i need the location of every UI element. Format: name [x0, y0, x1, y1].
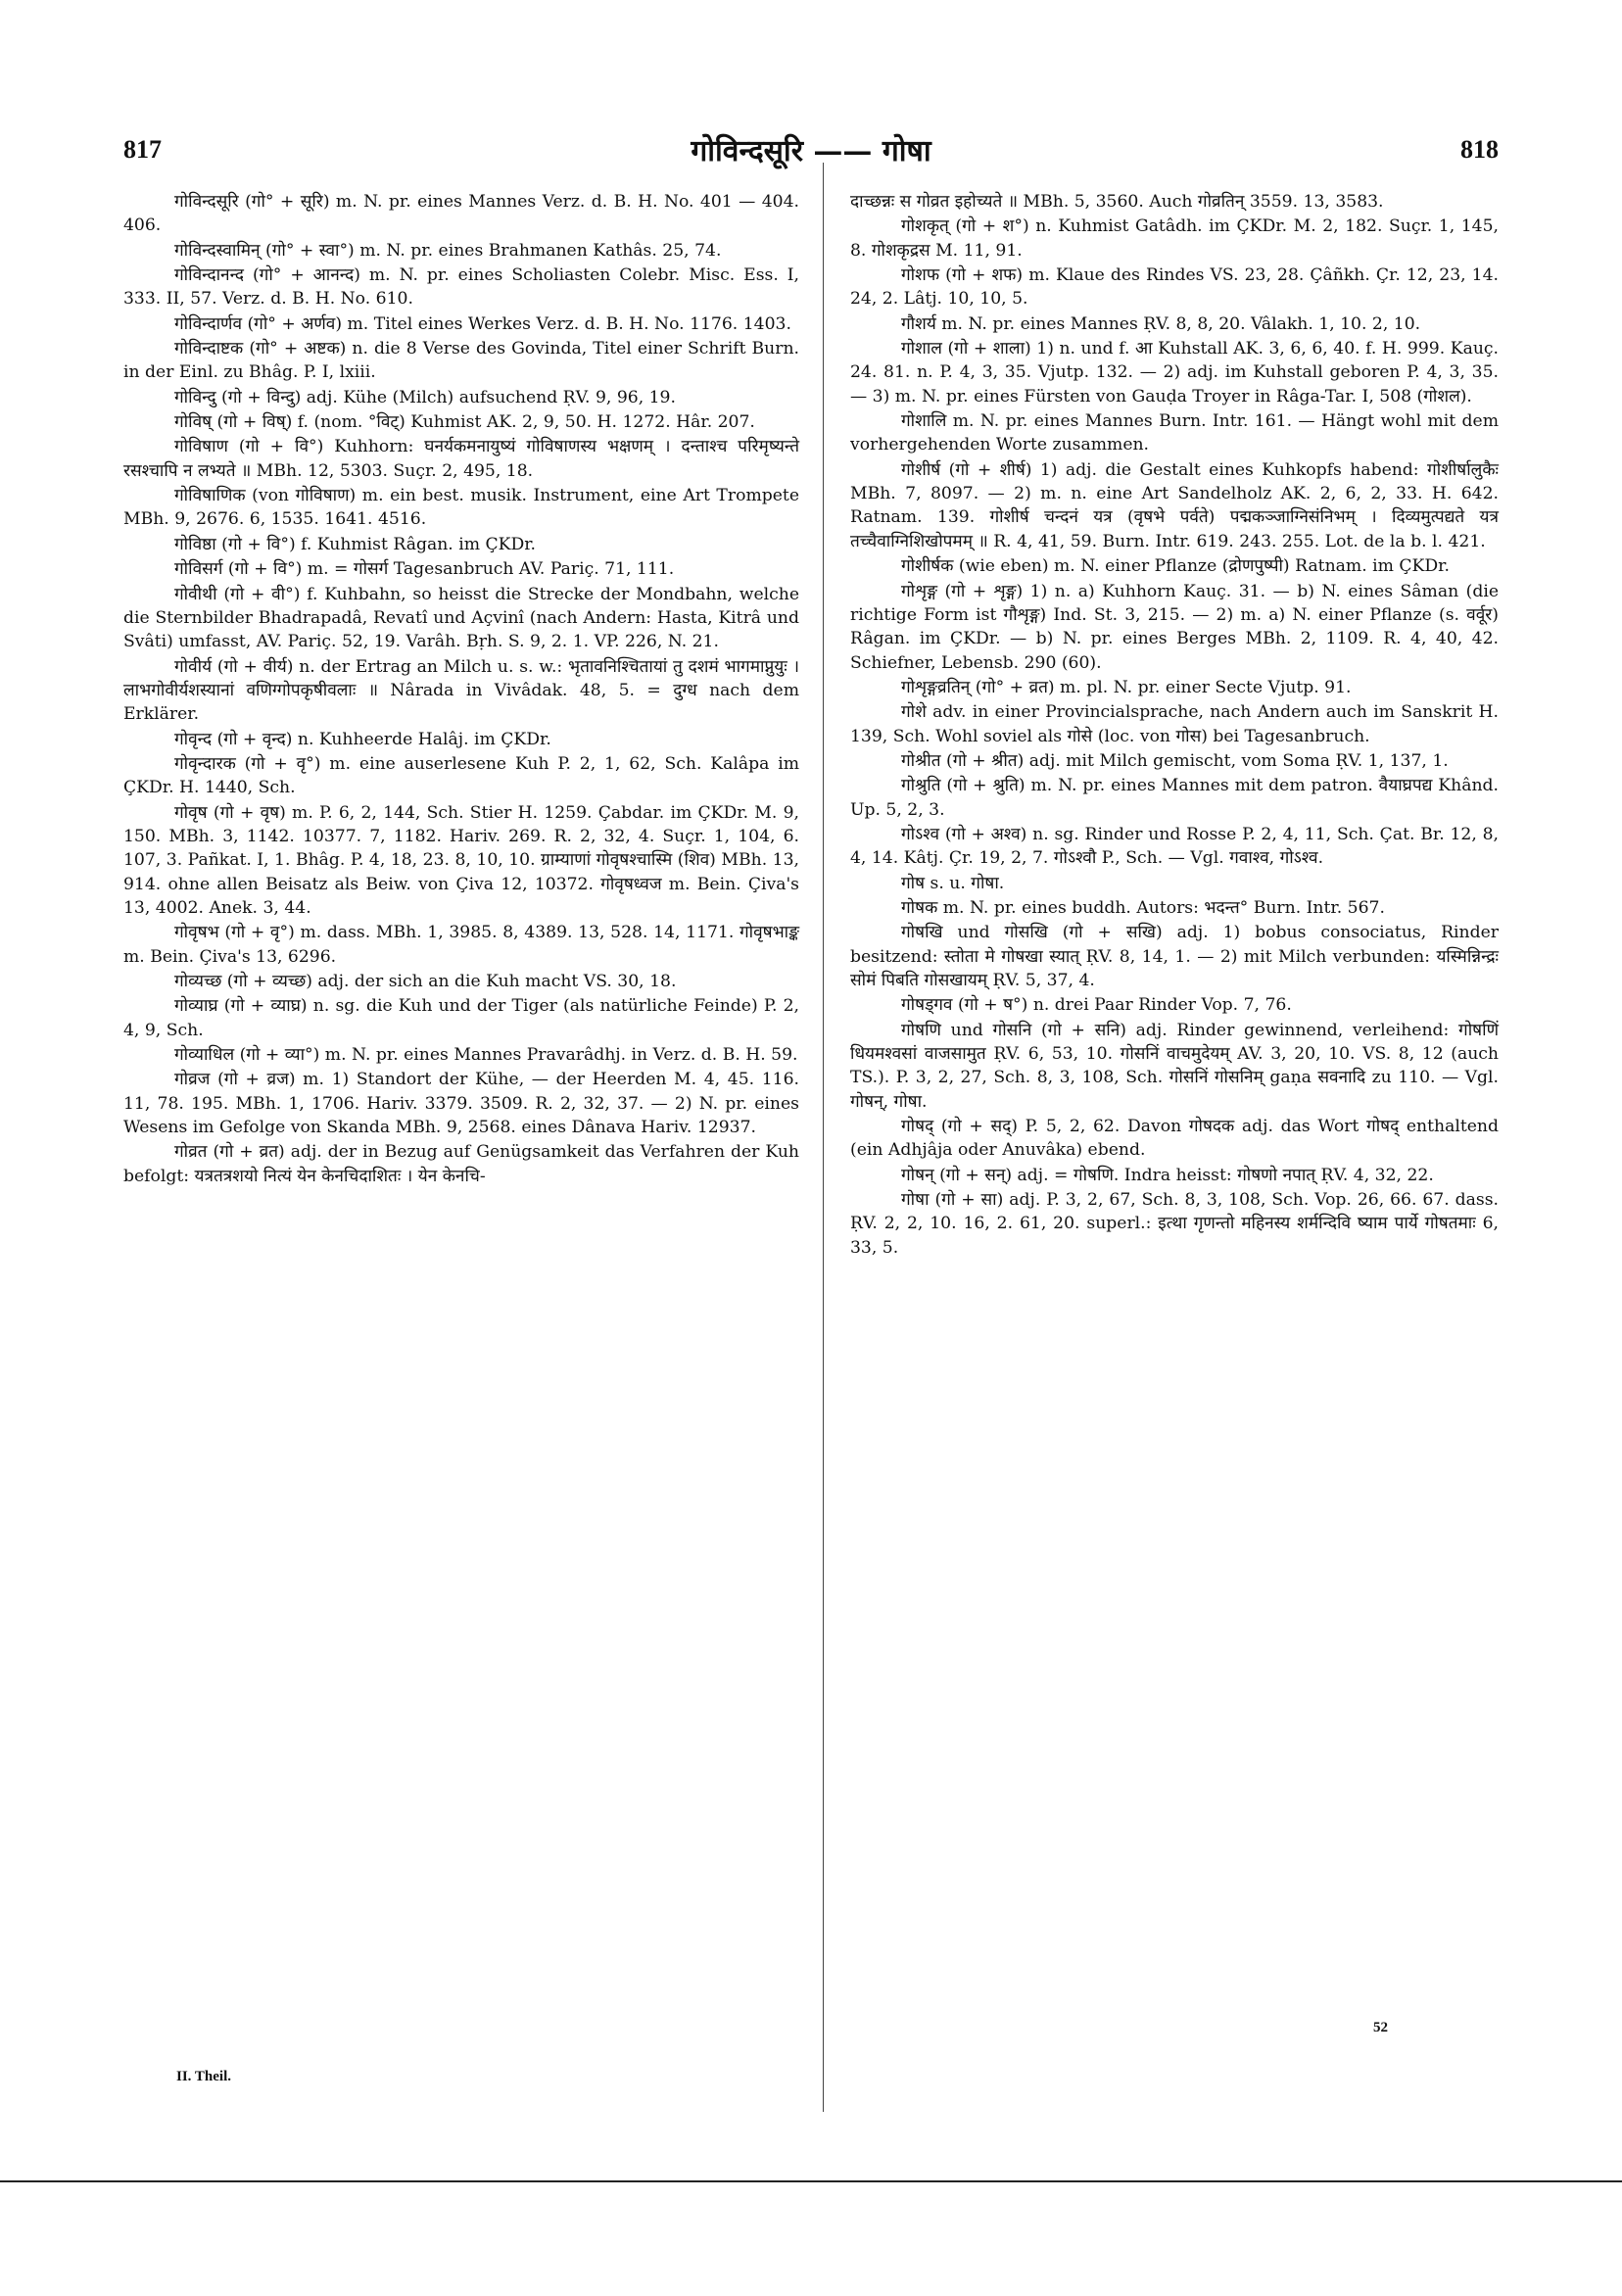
- dictionary-entry: गोवृन्द (गो + वृन्द) n. Kuhheerde Halâj. im ÇKDr.: [174, 729, 551, 749]
- dictionary-entry: गोशृङ्ग (गो + शृङ्ग) 1) n. a) Kuhhorn Kauç. 31. — b) N. eines Sâman (die richtige Form ist गौशृङ्ग) Ind. St. 3, 215. — 2) m. a) N. einer Pflanze (s. वर्वूर) Râgan. im ÇKDr. — b) N. pr. eines Berges MBh. 2, 1109. R. 4, 40, 42. Schiefner, Lebensb. 290 (60).: [850, 581, 1499, 673]
- dictionary-entry: गोव्यच्छ (गो + व्यच्छ) adj. der sich an die Kuh macht VS. 30, 18.: [174, 972, 677, 991]
- dictionary-entry: गोषणि und गोसनि (गो + सनि) adj. Rinder gewinnend, verleihend: गोषणिं धियमश्वसां वाजसामुत ṚV. 6, 53, 10. गोसनिं वाचमुदेयम् AV. 3, 20, 10. VS. 8, 12 (auch TS.). P. 3, 2, 27, Sch. 8, 3, 108, Sch. गोसनिं गोसनिम् gaṇa सवनादि zu 110. — Vgl. गोषन्, गोषा.: [850, 1020, 1499, 1112]
- dictionary-entry: गोऽश्व (गो + अश्व) n. sg. Rinder und Rosse P. 2, 4, 11, Sch. Çat. Br. 12, 8, 4, 14. Kâtj. Çr. 19, 2, 7. गोऽश्वौ P., Sch. — Vgl. गवाश्व, गोऽश्व.: [850, 824, 1499, 869]
- sheet-number: 52: [1373, 2020, 1388, 2035]
- right-column: [850, 190, 1499, 1261]
- dictionary-entry: गोव्याघ्र (गो + व्याघ्र) n. sg. die Kuh und der Tiger (als natürliche Feinde) P. 2, 4, 9, Sch.: [123, 996, 799, 1040]
- dictionary-entry: गोषड्गव (गो + ष°) n. drei Paar Rinder Vop. 7, 76.: [901, 995, 1292, 1016]
- dictionary-entry: गोषक m. N. pr. eines buddh. Autors: भदन्त° Burn. Intr. 567.: [901, 897, 1385, 918]
- dictionary-entry: गोविष् (गो + विष्) f. (nom. °विट्) Kuhmist AK. 2, 9, 50. H. 1272. Hâr. 207.: [174, 412, 755, 433]
- dictionary-entry: गोवृषभ (गो + वृ°) m. dass. MBh. 1, 3985. 8, 4389. 13, 528. 14, 1171. गोवृषभाङ्क m. Bein. Çiva's 13, 6296.: [123, 923, 799, 967]
- dictionary-entry: गोव्रत (गो + व्रत) adj. der in Bezug auf Genügsamkeit das Verfahren der Kuh befolgt: यत्रतत्रशयो नित्यं येन केनचिदाशितः । येन केनचि-: [123, 1142, 799, 1186]
- dictionary-entry: गोशे adv. in einer Provincialsprache, nach Andern auch im Sanskrit H. 139, Sch. Wohl soviel als गोसे (loc. von गोस) bei Tagesanbruch.: [850, 702, 1499, 746]
- dictionary-entry: गोशीर्ष (गो + शीर्ष) 1) adj. die Gestalt eines Kuhkopfs habend: गोशीर्षालुकैः MBh. 7, 8097. — 2) m. n. eine Art Sandelholz AK. 2, 6, 2, 33. H. 642. Ratnam. 139. गोशीर्ष चन्दनं यत्र (वृषभे पर्वते) पद्मकञ्जाग्निसंनिभम् । दिव्यमुत्पद्यते यत्र तच्चैवाग्निशिखोपमम् ॥ R. 4, 41, 59. Burn. Intr. 619. 243. 255. Lot. de la b. l. 421.: [850, 459, 1499, 551]
- right-page-number: 818: [1460, 135, 1499, 164]
- dictionary-entry: गोव्रज (गो + व्रज) m. 1) Standort der Kühe, — der Heerden M. 4, 45. 116. 11, 78. 195. MBh. 1, 1706. Hariv. 3379. 3509. R. 2, 32, 37. — 2) N. pr. eines Wesens im Gefolge von Skanda MBh. 9, 2568. eines Dânava Hariv. 12937.: [123, 1070, 799, 1138]
- dictionary-entry: गोषा (गो + सा) adj. P. 3, 2, 67, Sch. 8, 3, 108, Sch. Vop. 26, 66. 67. dass. ṚV. 2, 2, 10. 16, 2. 61, 20. superl.: इत्था गृणन्तो महिनस्य शर्मन्दिवि ष्याम पार्ये गोषतमाः 6, 33, 5.: [850, 1190, 1499, 1258]
- dictionary-entry: गोविसर्ग (गो + वि°) m. = गोसर्ग Tagesanbruch AV. Pariç. 71, 111.: [174, 559, 675, 580]
- page-header: [123, 125, 1499, 168]
- dictionary-entry: गोशालि m. N. pr. eines Mannes Burn. Intr. 161. — Hängt wohl mit dem vorhergehenden Worte zusammen.: [850, 411, 1499, 455]
- dictionary-entry: गोविन्दाष्टक (गो° + अष्टक) n. die 8 Verse des Govinda, Titel einer Schrift Burn. in der Einl. zu Bhâg. P. I, lxiii.: [123, 339, 799, 383]
- dictionary-entry-continuation: दाच्छन्नः स गोव्रत इहोच्यते ॥ MBh. 5, 3560. Auch गोव्रतिन् 3559. 13, 3583.: [850, 192, 1384, 212]
- dictionary-entry: गोषखि und गोसखि (गो + सखि) adj. 1) bobus consociatus, Rinder besitzend: स्तोता मे गोषखा स्यात् ṚV. 8, 14, 1. — 2) mit Milch verbunden: यस्मिन्निन्द्रः सोमं पिबति गोसखायम् ṚV. 5, 37, 4.: [850, 923, 1499, 990]
- dictionary-entry: गोश्रुति (गो + श्रुति) m. N. pr. eines Mannes mit dem patron. वैयाघ्रपद्य Khând. Up. 5, 2, 3.: [850, 776, 1499, 820]
- dictionary-entry: गोविन्दानन्द (गो° + आनन्द) m. N. pr. eines Scholiasten Colebr. Misc. Ess. I, 333. II, 57. Verz. d. B. H. No. 610.: [123, 265, 799, 310]
- dictionary-entry: गोशीर्षक (wie eben) m. N. einer Pflanze (द्रोणपुष्पी) Ratnam. im ÇKDr.: [901, 556, 1450, 577]
- dictionary-entry: गौशर्य m. N. pr. eines Mannes ṚV. 8, 8, 20. Vâlakh. 1, 10. 2, 10.: [901, 313, 1421, 334]
- dictionary-entry: गोविन्दस्वामिन् (गो° + स्वा°) m. N. pr. eines Brahmanen Kathâs. 25, 74.: [174, 240, 722, 261]
- dictionary-entry: गोविषाण (गो + वि°) Kuhhorn: घनर्यकमनायुष्यं गोविषाणस्य भक्षणम् । दन्ताश्च परिमृष्यन्ते रसश्चापि न लभ्यते ॥ MBh. 12, 5303. Suçr. 2, 495, 18.: [123, 437, 799, 481]
- dictionary-entry: गोवृन्दारक (गो + वृ°) m. eine auserlesene Kuh P. 2, 1, 62, Sch. Kalâpa im ÇKDr. H. 1440, Sch.: [123, 753, 799, 798]
- dictionary-entry: गोशकृत् (गो + श°) n. Kuhmist Gatâdh. im ÇKDr. M. 2, 182. Suçr. 1, 145, 8. गोशकृद्रस M. 11, 91.: [850, 216, 1499, 261]
- sheet-signature: II. Theil.: [176, 2069, 231, 2084]
- dictionary-entry: गोषन् (गो + सन्) adj. = गोषणि. Indra heisst: गोषणो नपात् ṚV. 4, 32, 22.: [901, 1165, 1434, 1185]
- column-divider: [823, 163, 824, 2112]
- dictionary-entry: गोष s. u. गोषा.: [901, 873, 1005, 893]
- left-column: [123, 190, 799, 1189]
- dictionary-entry: गोशफ (गो + शफ) m. Klaue des Rindes VS. 23, 28. Çâñkh. Çr. 12, 23, 14. 24, 2. Lâtj. 10, 10, 5.: [850, 265, 1499, 310]
- dictionary-entry: गोवीथी (गो + वी°) f. Kuhbahn, so heisst die Strecke der Mondbahn, welche die Sternbilder Bhadrapadâ, Revatî und Açvinî (nach Andern: Hasta, Kitrâ und Svâti) umfasst, AV. Pariç. 52, 19. Varâh. Bṛh. S. 9, 2. 1. VP. 226, N. 21.: [123, 584, 799, 652]
- running-title: गोविन्दसूरि —— गोषा: [691, 134, 931, 168]
- dictionary-entry: गोषद् (गो + सद्) P. 5, 2, 62. Davon गोषदक adj. das Wort गोषद् enthaltend (ein Adhjâja oder Anuvâka) ebend.: [850, 1117, 1499, 1161]
- dictionary-entry: गोव्याधिल (गो + व्या°) m. N. pr. eines Mannes Pravarâdhj. in Verz. d. B. H. 59.: [174, 1045, 798, 1066]
- dictionary-entry: गोविन्दार्णव (गो° + अर्णव) m. Titel eines Werkes Verz. d. B. H. No. 1176. 1403.: [174, 313, 791, 334]
- left-page-number: 817: [123, 135, 162, 164]
- dictionary-entry: गोविषाणिक (von गोविषाण) m. ein best. musik. Instrument, eine Art Trompete MBh. 9, 2676. 6, 1535. 1641. 4516.: [123, 486, 799, 530]
- dictionary-entry: गोवीर्य (गो + वीर्य) n. der Ertrag an Milch u. s. w.: भृतावनिश्चितायां तु दशमं भागमाप्नुयुः । लाभगोवीर्यशस्यानां वणिग्गोपकृषीवलाः ॥ Nârada in Vivâdak. 48, 5. = दुग्ध nach dem Erklärer.: [123, 656, 799, 725]
- dictionary-entry: गोविष्ठा (गो + वि°) f. Kuhmist Râgan. im ÇKDr.: [174, 534, 537, 554]
- dictionary-entry: गोवृष (गो + वृष) m. P. 6, 2, 144, Sch. Stier H. 1259. Çabdar. im ÇKDr. M. 9, 150. MBh. 3, 1142. 10377. 7, 1182. Hariv. 269. R. 2, 32, 4. Suçr. 1, 104, 6. 107, 3. Pañkat. I, 1. Bhâg. P. 4, 18, 23. 8, 10, 10. ग्राम्याणां गोवृषश्चास्मि (शिव) MBh. 13, 914. ohne allen Beisatz als Beiw. von Çiva 12, 10372. गोवृषध्वज m. Bein. Çiva's 13, 4002. Anek. 3, 44.: [123, 802, 799, 918]
- dictionary-entry: गोविन्दसूरि (गो° + सूरि) m. N. pr. eines Mannes Verz. d. B. H. No. 401 — 404. 406.: [123, 192, 799, 236]
- dictionary-entry: गोशाल (गो + शाला) 1) n. und f. आ Kuhstall AK. 3, 6, 6, 40. f. H. 999. Kauç. 24. 81. n. P. 4, 3, 35. Vjutp. 132. — 2) adj. im Kuhstall geboren P. 4, 3, 35. — 3) m. N. pr. eines Fürsten von Gauḍa Troyer in Râga-Tar. I, 508 (गोशल).: [850, 339, 1499, 407]
- dictionary-entry: गोश्रीत (गो + श्रीत) adj. mit Milch gemischt, vom Soma ṚV. 1, 137, 1.: [901, 750, 1449, 771]
- dictionary-entry: गोविन्दु (गो + विन्दु) adj. Kühe (Milch) aufsuchend ṚV. 9, 96, 19.: [174, 387, 676, 407]
- scan-edge-rule: [0, 2180, 1622, 2182]
- dictionary-entry: गोशृङ्गव्रतिन् (गो° + व्रत) m. pl. N. pr. einer Secte Vjutp. 91.: [901, 677, 1352, 697]
